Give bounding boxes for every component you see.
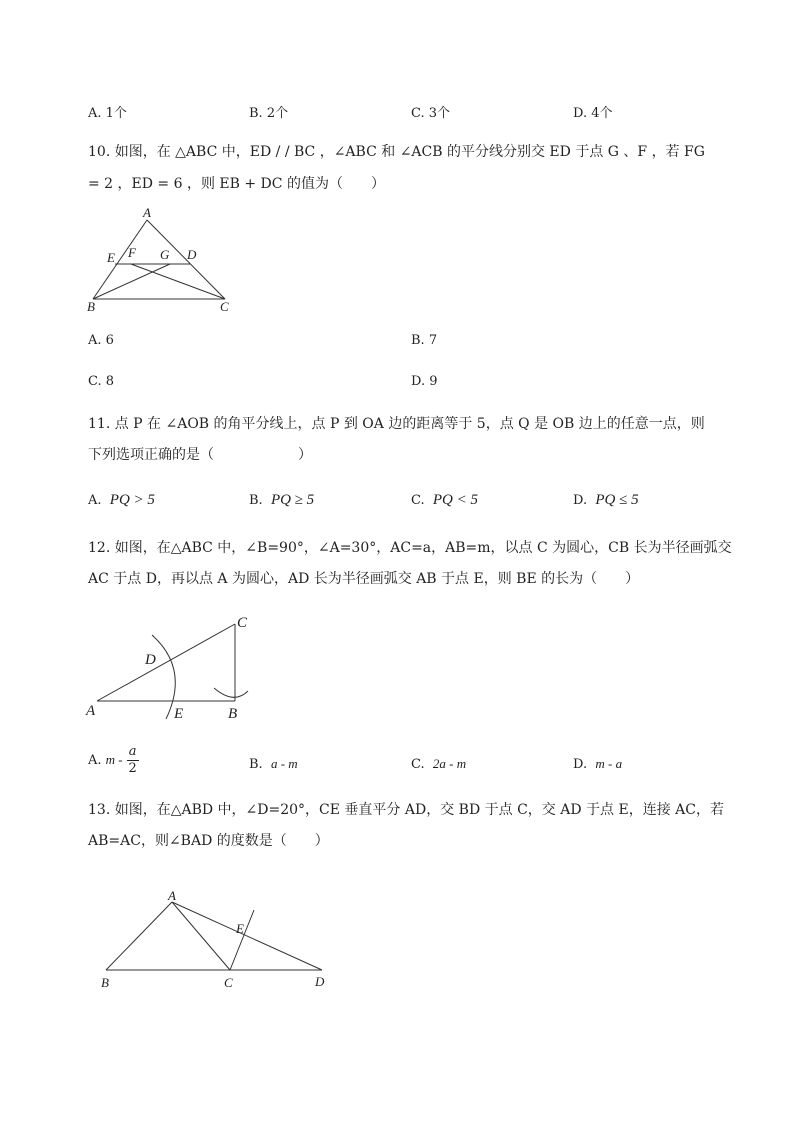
q10-label-c: C: [220, 299, 229, 314]
q11-option-b-letter: B.: [249, 493, 263, 508]
q12-option-d: [573, 756, 622, 772]
q13-seg-ce: [230, 910, 254, 970]
q12-text-line2: AC 于点 D，再以点 A 为圆心，AD 长为半径画弧交 AB 于点 E，则 BE 的长为（ ）: [88, 571, 640, 587]
q13-label-d: D: [315, 974, 325, 989]
q11-option-a-math: PQ > 5: [109, 492, 155, 508]
q9-option-a: A. 1个: [88, 106, 127, 121]
q10-option-a: A. 6: [88, 333, 114, 348]
q13-label-e: E: [236, 921, 244, 936]
q12-arc-ad: [152, 635, 175, 719]
q10-label-b: B: [87, 299, 95, 314]
q13-figure: [96, 886, 336, 996]
q12-arc-cb: [214, 688, 248, 697]
q12-option-a-denominator: 2: [128, 761, 137, 776]
q11-option-b: [249, 492, 314, 509]
q12-label-c: C: [237, 615, 248, 631]
q9-option-c: C. 3个: [411, 106, 451, 121]
q11-option-d-letter: D.: [573, 493, 588, 508]
q10-label-g: G: [160, 247, 170, 262]
q10-option-b: B. 7: [411, 333, 438, 348]
q12-figure: [82, 607, 272, 727]
q10-text-line2: = 2 ，ED = 6 ，则 EB + DC 的值为（ ）: [88, 176, 385, 192]
q11-option-d: [573, 492, 639, 509]
q12-seg-ac: [97, 624, 235, 701]
q12-option-a-fraction: [127, 744, 139, 777]
q11-text-line2: 下列选项正确的是（ ）: [88, 447, 312, 463]
q10-seg-cf: [131, 264, 225, 299]
q12-label-e: E: [174, 706, 184, 722]
q10-figure: [84, 205, 244, 315]
q11-option-c-letter: C.: [411, 493, 425, 508]
q12-option-a-letter: A.: [88, 753, 102, 768]
q10-option-d: D. 9: [411, 374, 438, 389]
q12-label-b: B: [228, 706, 238, 722]
q12-option-d-math: m - a: [595, 756, 623, 771]
q12-option-b: [249, 756, 298, 772]
q12-option-a: [88, 744, 139, 777]
q13-text-line1: 13. 如图，在△ABD 中，∠D=20°，CE 垂直平分 AD，交 BD 于点 C，交 AD 于点 E，连接 AC，若: [88, 802, 724, 818]
q12-option-a-numerator: a: [128, 744, 137, 759]
q12-label-d: D: [145, 652, 156, 668]
q11-option-b-math: PQ ≥ 5: [270, 492, 315, 508]
q11-text-line1: 11. 点 P 在 ∠AOB 的角平分线上，点 P 到 OA 边的距离等于 5，点 Q 是 OB 边上的任意一点，则: [88, 416, 705, 432]
q10-label-d: D: [187, 247, 197, 262]
q12-option-c-math: 2a - m: [432, 756, 467, 771]
q10-seg-ac: [147, 220, 225, 299]
q10-text-line1: 10. 如图，在 △ABC 中，ED / / BC ，∠ABC 和 ∠ACB 的平分线分别交 ED 于点 G 、F ，若 FG: [88, 144, 705, 160]
q12-option-d-letter: D.: [573, 757, 588, 772]
q13-seg-ad: [172, 902, 322, 970]
q13-seg-ab: [106, 902, 172, 970]
q13-label-b: B: [101, 975, 109, 990]
q11-option-c: [411, 492, 478, 509]
q12-label-a: A: [86, 703, 96, 719]
q9-option-d: D. 4个: [573, 106, 613, 121]
q10-label-a: A: [143, 205, 151, 220]
q13-label-a: A: [168, 888, 176, 903]
q10-option-c: C. 8: [88, 374, 115, 389]
q12-option-c-letter: C.: [411, 757, 425, 772]
q10-label-e: E: [107, 250, 115, 265]
q11-option-a-letter: A.: [88, 493, 102, 508]
q12-option-b-math: a - m: [270, 756, 298, 771]
q11-option-a: [88, 492, 155, 509]
q9-option-b: B. 2个: [249, 106, 289, 121]
q12-text-line1: 12. 如图，在△ABC 中，∠B=90°，∠A=30°，AC=a，AB=m，以点 C 为圆心，CB 长为半径画弧交: [88, 540, 732, 556]
q13-text-line2: AB=AC，则∠BAD 的度数是（ ）: [88, 833, 329, 849]
q11-option-d-math: PQ ≤ 5: [595, 492, 639, 508]
q11-option-c-math: PQ < 5: [432, 492, 479, 508]
q10-label-f: F: [128, 245, 136, 260]
q12-option-b-letter: B.: [249, 757, 263, 772]
q13-label-c: C: [224, 975, 233, 990]
q12-option-a-prefix: m -: [105, 752, 123, 767]
q12-option-c: [411, 756, 466, 772]
q13-seg-ac: [172, 902, 230, 970]
